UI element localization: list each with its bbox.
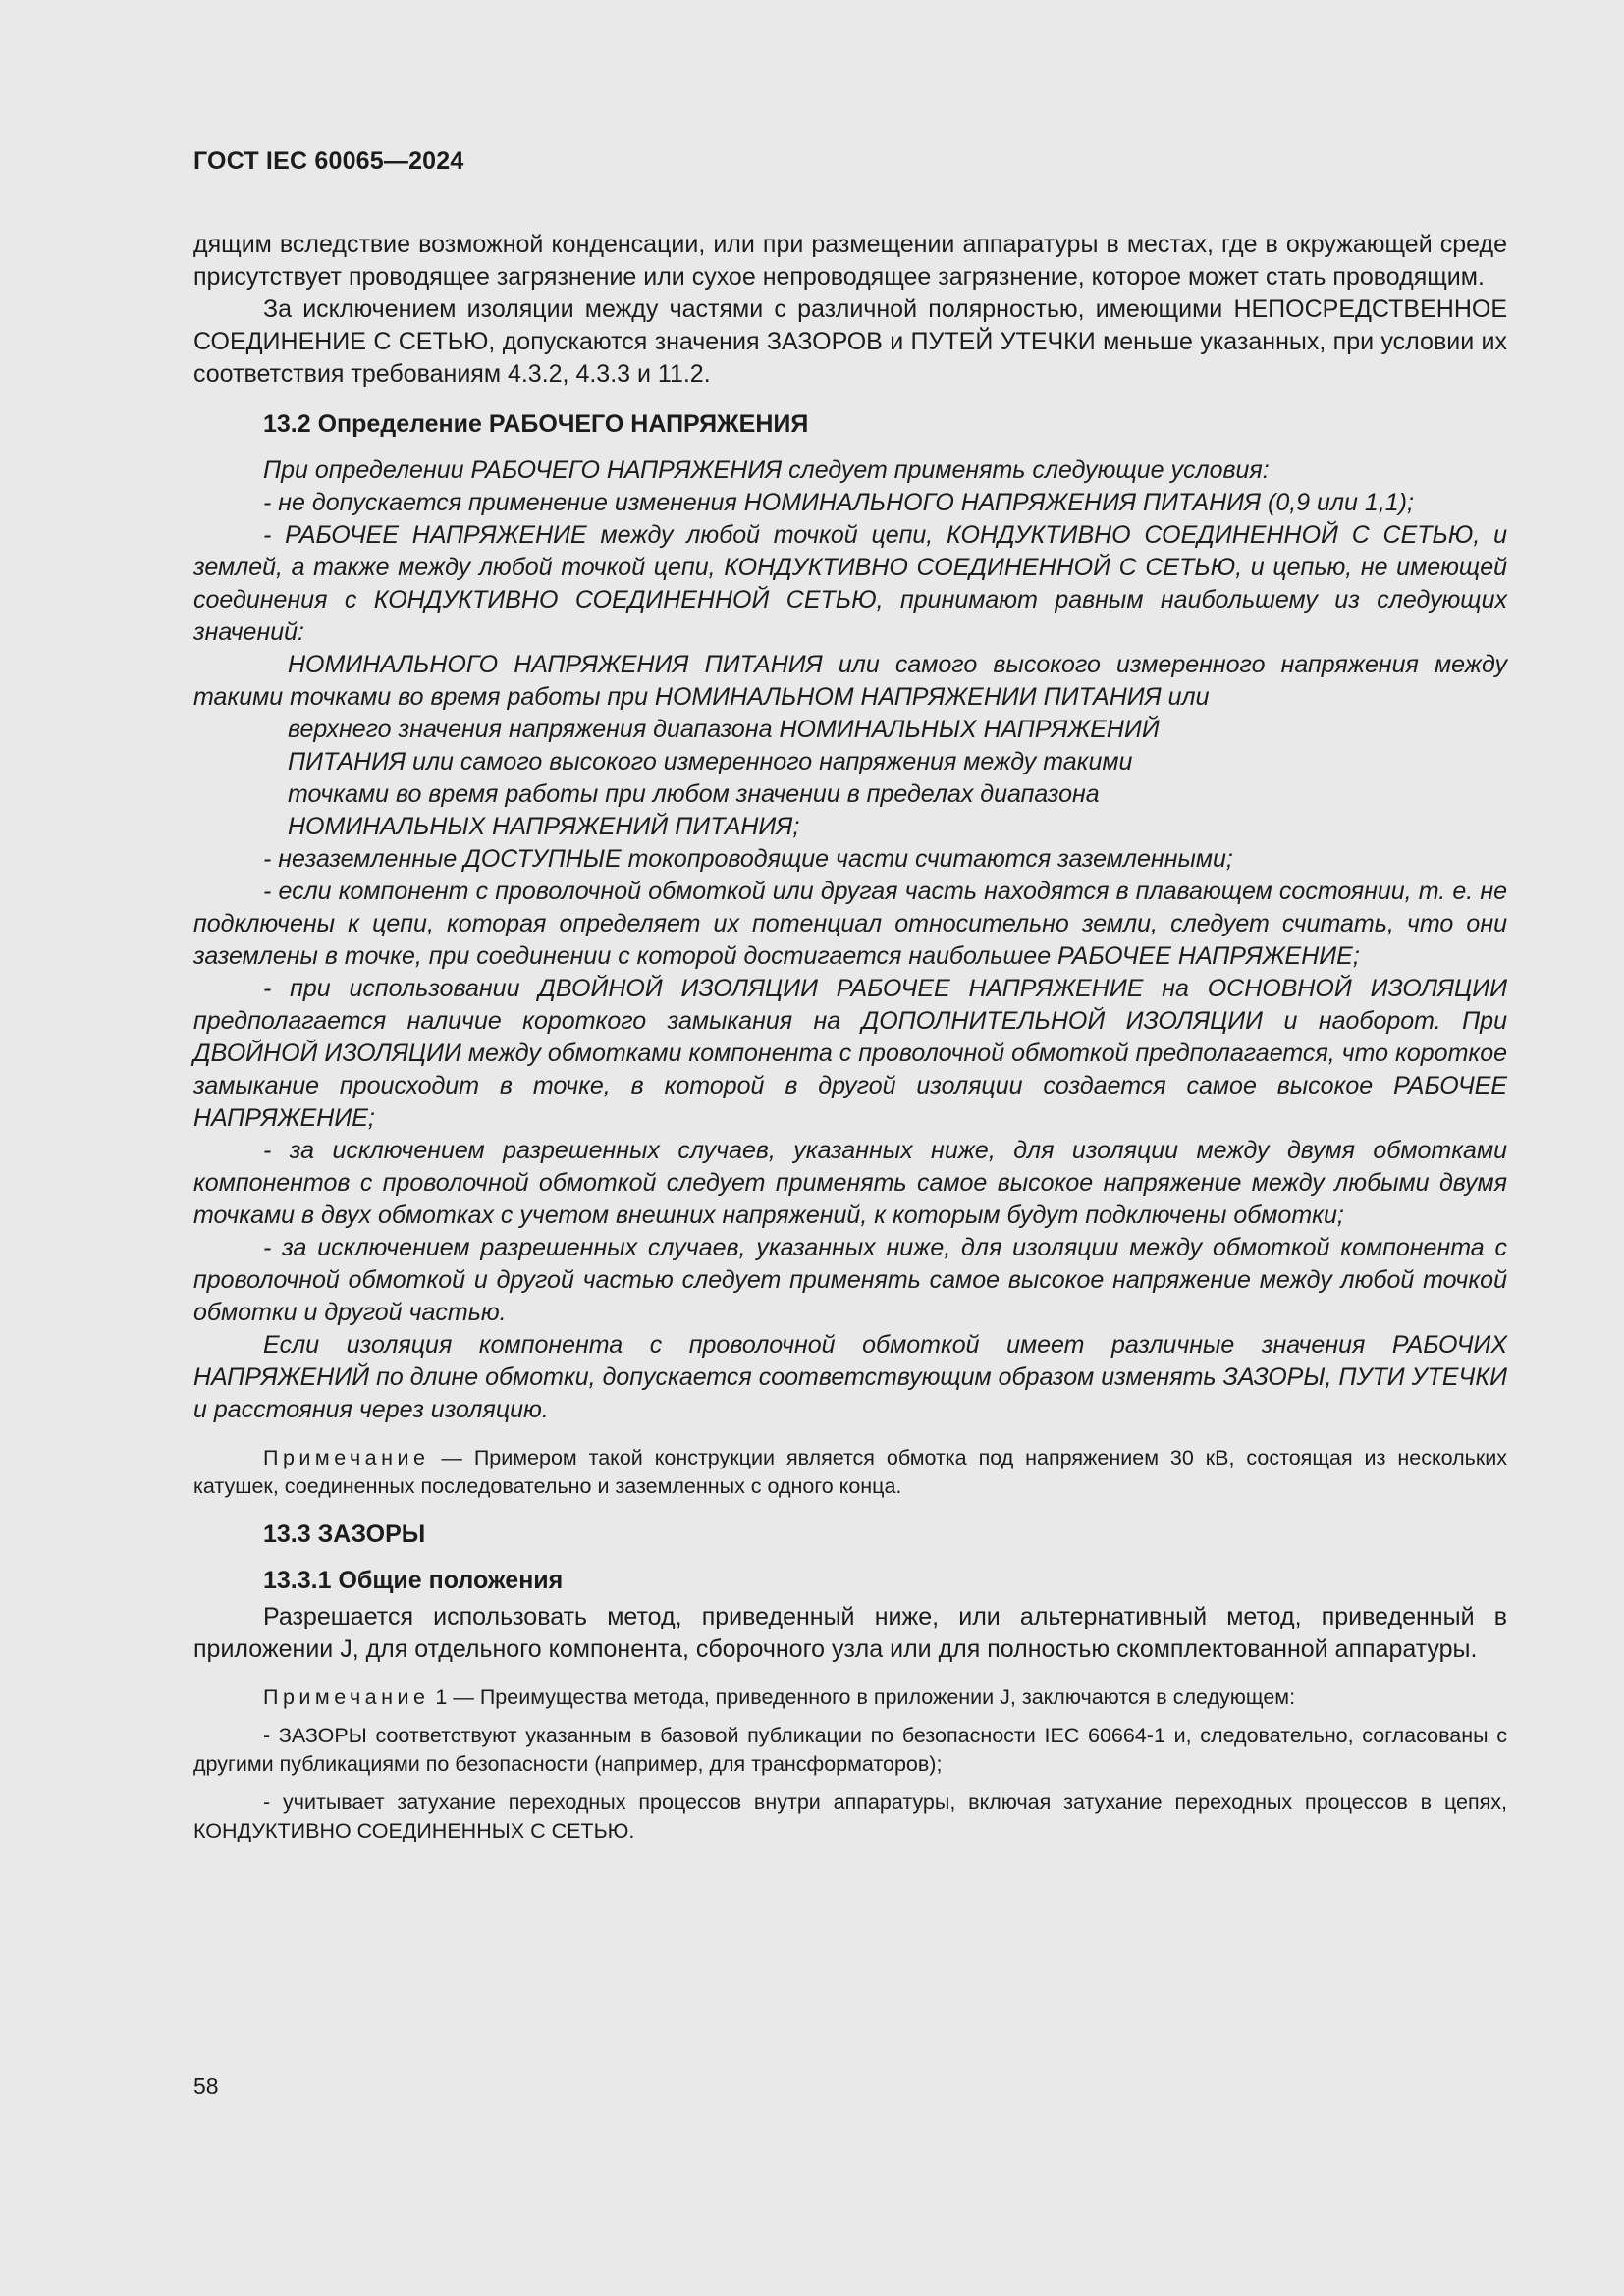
list-item-7: - за исключением разрешенных случаев, указанных ниже, для изоляции между обмоткой компонента с проволочной обмоткой и другой частью следует применять самое высокое напряжение между любой точкой обмотки и другой частью. <box>193 1234 1507 1326</box>
note-label: Примечание <box>263 1685 430 1709</box>
page-content <box>193 147 1507 1845</box>
note-13-2 <box>193 1444 1507 1501</box>
section-13-2-heading: 13.2 Определение РАБОЧЕГО НАПРЯЖЕНИЯ <box>263 410 809 438</box>
page-number: 58 <box>193 2073 219 2099</box>
section-13-3-1-heading: 13.3.1 Общие положения <box>263 1567 564 1594</box>
paragraph-continuation: дящим вследствие возможной конденсации, или при размещении аппаратуры в местах, где в окружающей среде присутствует проводящее загрязнение или сухое непроводящее загрязнение, которое может стать проводящим. <box>193 231 1507 291</box>
note-13-3-1 <box>193 1683 1507 1712</box>
note-item-1: - ЗАЗОРЫ соответствуют указанным в базовой публикации по безопасности IEC 60664-1 и, следовательно, согласованы с другими публикациями по безопасности (например, для трансформаторов); <box>193 1724 1507 1776</box>
note-label: Примечание <box>263 1446 430 1469</box>
sub-item-1: НОМИНАЛЬНОГО НАПРЯЖЕНИЯ ПИТАНИЯ или самого высокого измеренного напряжения между такими точками во время работы при НОМИНАЛЬНОМ НАПРЯЖЕНИИ ПИТАНИЯ или <box>193 651 1507 711</box>
list-item-2: - РАБОЧЕЕ НАПРЯЖЕНИЕ между любой точкой цепи, КОНДУКТИВНО СОЕДИНЕННОЙ С СЕТЬЮ, и землей, а также между любой точкой цепи, КОНДУКТИВНО СОЕДИНЕННОЙ С СЕТЬЮ, и цепью, не имеющей соединения с КОНДУКТИВНО СОЕДИНЕННОЙ СЕТЬЮ, принимают равным наибольшему из следующих значений: <box>193 521 1507 646</box>
section-13-3-1-paragraph: Разрешается использовать метод, приведенный ниже, или альтернативный метод, приведенный в приложении J, для отдельного компонента, сборочного узла или для полностью скомплектованной аппаратуры. <box>193 1603 1507 1663</box>
list-item-5: - при использовании ДВОЙНОЙ ИЗОЛЯЦИИ РАБОЧЕЕ НАПРЯЖЕНИЕ на ОСНОВНОЙ ИЗОЛЯЦИИ предполагается наличие короткого замыкания на ДОПОЛНИТЕЛЬНОЙ ИЗОЛЯЦИИ и наоборот. При ДВОЙНОЙ ИЗОЛЯЦИИ между обмотками компонента с проволочной обмоткой предполагается, что короткое замыкание происходит в точке, в которой в другой изоляции создается самое высокое РАБОЧЕЕ НАПРЯЖЕНИЕ; <box>193 975 1507 1132</box>
section-13-3-heading: 13.3 ЗАЗОРЫ <box>263 1521 426 1548</box>
note-item-2: - учитывает затухание переходных процессов внутри аппаратуры, включая затухание переходных процессов в цепях, КОНДУКТИВНО СОЕДИНЕННЫХ С СЕТЬЮ. <box>193 1790 1507 1842</box>
sub-item-2-line-4: НОМИНАЛЬНЫХ НАПРЯЖЕНИЙ ПИТАНИЯ; <box>288 813 800 840</box>
sub-item-2-line-1: верхнего значения напряжения диапазона НОМИНАЛЬНЫХ НАПРЯЖЕНИЙ <box>288 716 1160 743</box>
section-13-2-lead: При определении РАБОЧЕГО НАПРЯЖЕНИЯ следует применять следующие условия: <box>263 456 1270 484</box>
sub-item-2-line-2: ПИТАНИЯ или самого высокого измеренного напряжения между такими <box>288 748 1133 775</box>
document-header: ГОСТ IEC 60065—2024 <box>193 147 464 175</box>
sub-item-2-line-3: точками во время работы при любом значении в пределах диапазона <box>288 780 1100 808</box>
list-item-6: - за исключением разрешенных случаев, указанных ниже, для изоляции между двумя обмотками компонентов с проволочной обмоткой следует применять самое высокое напряжение между любыми двумя точками в двух обмотках с учетом внешних напряжений, к которым будут подключены обмотки; <box>193 1137 1507 1229</box>
note-text: 1 — Преимущества метода, приведенного в приложении J, заключаются в следующем: <box>429 1685 1296 1709</box>
list-item-4: - если компонент с проволочной обмоткой или другая часть находятся в плавающем состоянии, т. е. не подключены к цепи, которая определяет их потенциал относительно земли, следует считать, что они заземлены в точке, при соединении с которой достигается наибольшее РАБОЧЕЕ НАПРЯЖЕНИЕ; <box>193 878 1507 970</box>
list-item-1: - не допускается применение изменения НОМИНАЛЬНОГО НАПРЯЖЕНИЯ ПИТАНИЯ (0,9 или 1,1); <box>263 489 1414 516</box>
list-item-3: - незаземленные ДОСТУПНЫЕ токопроводящие части считаются заземленными; <box>263 845 1233 873</box>
paragraph-exception: За исключением изоляции между частями с различной полярностью, имеющими НЕПОСРЕДСТВЕННОЕ СОЕДИНЕНИЕ С СЕТЬЮ, допускаются значения ЗАЗОРОВ и ПУТЕЙ УТЕЧКИ меньше указанных, при условии их соответствия требованиям 4.3.2, 4.3.3 и 11.2. <box>193 295 1507 388</box>
section-13-2-closing: Если изоляция компонента с проволочной обмоткой имеет различные значения РАБОЧИХ НАПРЯЖЕНИЙ по длине обмотки, допускается соответствующим образом изменять ЗАЗОРЫ, ПУТИ УТЕЧКИ и расстояния через изоляцию. <box>193 1331 1507 1423</box>
note-text: — Примером такой конструкции является обмотка под напряжением 30 кВ, состоящая из нескольких катушек, соединенных последовательно и заземленных с одного конца. <box>193 1446 1507 1498</box>
